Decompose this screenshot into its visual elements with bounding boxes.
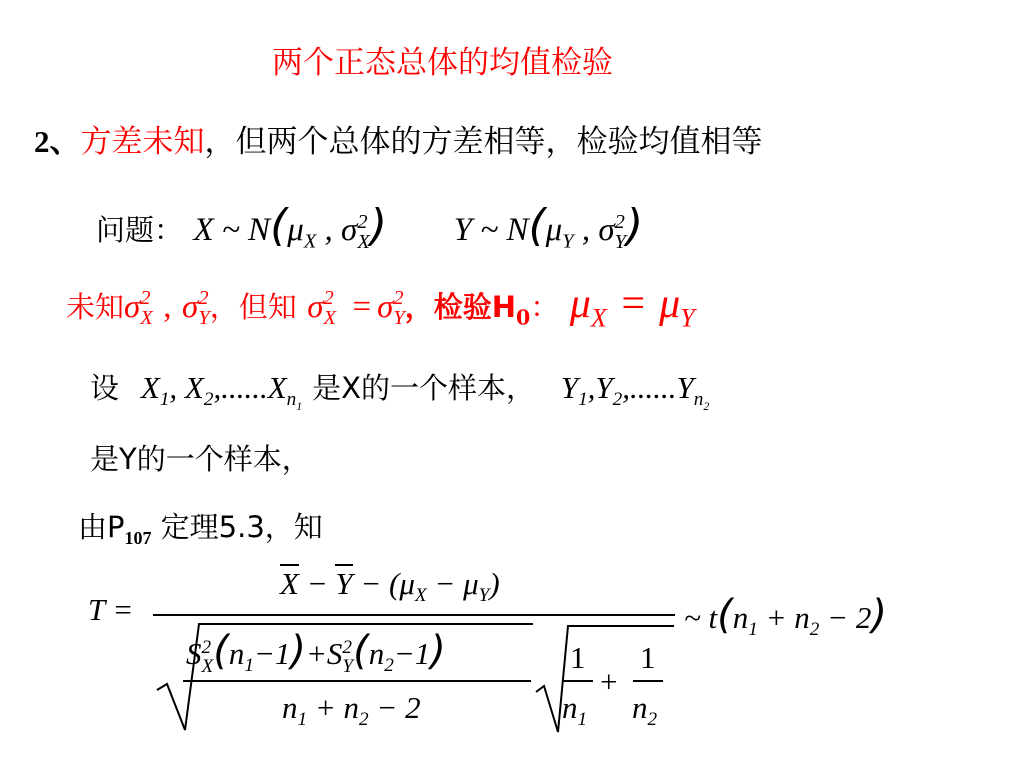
pooled-variance-numerator: S 2 X $(n_1-1)+S$ 2 Y $(n_2-1)$	[186, 628, 446, 677]
test-label: ，检验H	[404, 290, 517, 324]
formula-numerator: X − Y − $(\mu_X - \mu_Y)$	[280, 566, 500, 607]
x-dist: X ~ $N(\mu_X$ , σ 2 X )	[193, 200, 387, 254]
section-heading	[34, 116, 763, 161]
formula-lhs: T =	[88, 592, 134, 627]
inner-fraction-bar-1	[183, 680, 531, 682]
problem-line	[96, 196, 643, 272]
inner-fraction-bar-3	[633, 680, 663, 682]
section-number: 2、	[34, 124, 81, 159]
main-fraction-bar	[153, 614, 675, 616]
y-sample: $Y_1,Y_2,......Y_{n_2}$	[560, 370, 710, 414]
heading-red-text: 方差未知	[80, 124, 205, 160]
theorem-line: 由$P_{107}$ 定理5.3，知	[78, 510, 323, 548]
is-y-sample: 是Y的一个样本，	[90, 442, 311, 476]
problem-label: 问题：	[96, 213, 184, 247]
y-dist: Y ~ $N(\mu_Y$ , σ 2 Y )	[453, 200, 644, 254]
heading-rest-text: ，但两个总体的方差相等，检验均值相等	[204, 124, 763, 160]
h0-hypothesis: $\mu_X = \mu_Y$	[569, 281, 695, 333]
frac2-num: 1	[640, 640, 656, 675]
unknown-label: 未知	[66, 290, 125, 324]
sample-line	[90, 360, 709, 434]
frac-plus: +	[600, 664, 618, 699]
frac1-num: 1	[570, 640, 586, 675]
frac2-den: $n_2$	[632, 690, 658, 731]
let-label: 设	[90, 371, 120, 405]
unknown-line: 未知σ 2 X , σ 2 Y ，但知 σ 2 X = σ 2 Y ，检验$H_0$： $\mu_X = \mu_Y$	[66, 281, 695, 333]
page-title: 两个正态总体的均值检验	[272, 45, 613, 81]
t-distribution: ~ $t(n_1 + n_2 - 2)$	[684, 592, 887, 641]
inner-fraction-bar-2	[563, 680, 593, 682]
is-x-sample: 是X的一个样本，	[312, 371, 535, 405]
frac1-den: $n_1$	[562, 690, 588, 731]
pooled-variance-denominator: $n_1 + n_2 - 2$	[282, 690, 421, 731]
but-label: ，但知	[209, 290, 297, 324]
x-sample: $X_1$, $X_2,......X_{n_1}$	[140, 370, 303, 414]
